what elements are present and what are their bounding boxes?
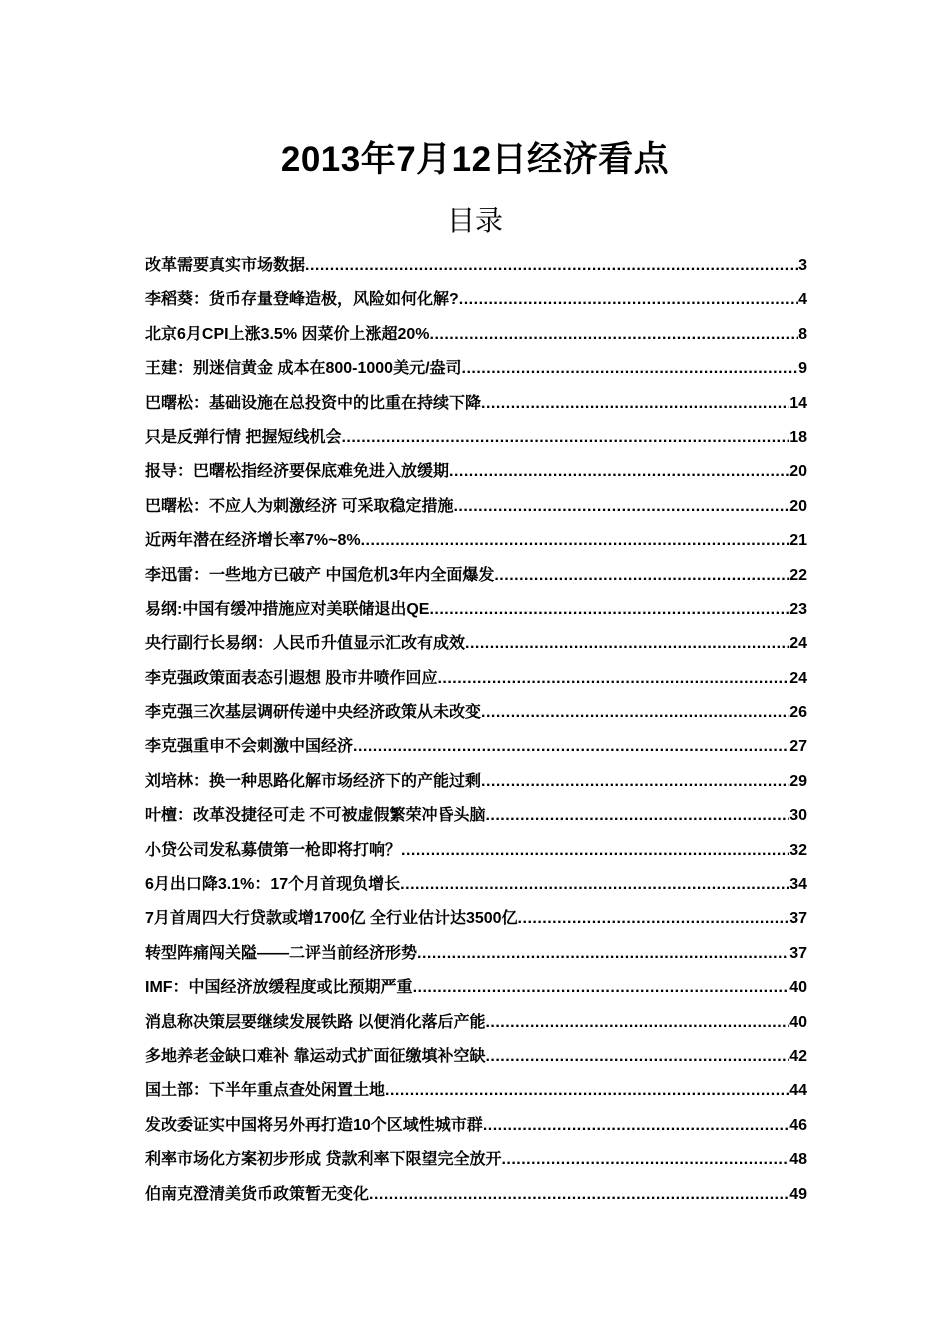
toc-entry[interactable] xyxy=(145,1040,807,1074)
toc-entry-page-number: 40 xyxy=(789,979,807,997)
toc-entry-page-number: 26 xyxy=(789,704,807,722)
toc-entry-title: IMF：中国经济放缓程度或比预期严重 xyxy=(145,979,413,997)
toc-entry[interactable] xyxy=(145,249,807,283)
toc-entry-page-number: 20 xyxy=(789,463,807,481)
toc-dot-leader xyxy=(430,318,799,352)
toc-entry[interactable] xyxy=(145,283,807,317)
toc-entry-title: 报导：巴曙松指经济要保底难免进入放缓期 xyxy=(145,463,450,481)
toc-entry[interactable] xyxy=(145,421,807,455)
toc-entry-title: 李克强三次基层调研传递中央经济政策从未改变 xyxy=(145,704,482,722)
toc-entry-page-number: 40 xyxy=(789,1013,807,1031)
toc-entry[interactable] xyxy=(145,834,807,868)
toc-entry-page-number: 8 xyxy=(798,325,807,343)
toc-heading: 目录 xyxy=(446,205,503,236)
toc-dot-leader xyxy=(459,283,798,317)
toc-dot-leader xyxy=(465,627,789,661)
toc-entry[interactable] xyxy=(145,1178,807,1212)
toc-dot-leader xyxy=(361,524,790,558)
toc-entry-title: 改革需要真实市场数据 xyxy=(145,257,306,274)
toc-dot-leader xyxy=(494,559,789,593)
toc-entry-title: 王建：别迷信黄金 成本在800-1000美元/盎司 xyxy=(145,360,462,378)
toc-entry[interactable] xyxy=(145,765,807,799)
toc-entry-title: 消息称决策层要继续发展铁路 以便消化落后产能 xyxy=(145,1013,486,1031)
toc-entry-title: 只是反弹行情 把握短线机会 xyxy=(145,428,342,446)
toc-entry[interactable] xyxy=(145,1109,807,1143)
toc-dot-leader xyxy=(353,730,789,764)
toc-entry-page-number: 24 xyxy=(789,669,807,687)
toc-dot-leader xyxy=(501,1143,789,1177)
toc-entry-page-number: 34 xyxy=(789,876,807,894)
toc-entry-title: 近两年潜在经济增长率7%~8% xyxy=(145,532,361,550)
toc-dot-leader xyxy=(483,1109,789,1143)
toc-entry[interactable] xyxy=(145,318,807,352)
toc-entry[interactable] xyxy=(145,524,807,558)
toc-entry[interactable] xyxy=(145,662,807,696)
toc-entry[interactable] xyxy=(145,730,807,764)
toc-entry-title: 易纲:中国有缓冲措施应对美联储退出QE xyxy=(145,600,430,618)
toc-dot-leader xyxy=(369,1178,789,1212)
toc-entry-title: 6月出口降3.1%：17个月首现负增长 xyxy=(145,876,401,894)
toc-dot-leader xyxy=(449,455,789,489)
toc-entry-page-number: 49 xyxy=(789,1185,807,1203)
toc-entry-title: 刘培林：换一种思路化解市场经济下的产能过剩 xyxy=(145,772,482,790)
toc-dot-leader xyxy=(518,902,790,936)
toc-dot-leader xyxy=(462,352,799,386)
toc-dot-leader xyxy=(481,765,789,799)
toc-entry-title: 央行副行长易纲：人民币升值显示汇改有成效 xyxy=(145,635,466,653)
toc-entry-title: 发改委证实中国将另外再打造10个区域性城市群 xyxy=(145,1116,483,1134)
toc-entry[interactable] xyxy=(145,387,807,421)
toc-dot-leader xyxy=(485,1006,789,1040)
toc-entry-page-number: 21 xyxy=(789,532,807,550)
toc-entry-title: 伯南克澄清美货币政策暂无变化 xyxy=(145,1185,370,1203)
toc-dot-leader xyxy=(481,387,789,421)
toc-entry-page-number: 42 xyxy=(789,1047,807,1065)
table-of-contents xyxy=(145,249,807,1212)
toc-entry[interactable] xyxy=(145,1143,807,1177)
toc-entry-title: 北京6月CPI上涨3.5% 因菜价上涨超20% xyxy=(145,325,430,343)
toc-entry[interactable] xyxy=(145,490,807,524)
toc-dot-leader xyxy=(305,249,798,283)
toc-entry-title: 多地养老金缺口难补 靠运动式扩面征缴填补空缺 xyxy=(145,1047,486,1065)
toc-entry-page-number: 14 xyxy=(789,394,807,412)
toc-entry-page-number: 4 xyxy=(798,291,807,309)
toc-entry-title: 巴曙松：基础设施在总投资中的比重在持续下降 xyxy=(145,394,482,412)
toc-entry-title: 李克强政策面表态引遐想 股市井喷作回应 xyxy=(145,669,438,687)
toc-entry-title: 李迅雷：一些地方已破产 中国危机3年内全面爆发 xyxy=(145,566,495,584)
toc-entry-page-number: 37 xyxy=(789,944,807,962)
toc-entry[interactable] xyxy=(145,593,807,627)
toc-entry-page-number: 37 xyxy=(789,910,807,928)
toc-entry-title: 7月首周四大行贷款或增1700亿 全行业估计达3500亿 xyxy=(145,910,518,928)
document-title: 2013年7月12日经济看点 xyxy=(280,140,670,179)
toc-entry-page-number: 18 xyxy=(789,428,807,446)
toc-entry-page-number: 22 xyxy=(789,566,807,584)
toc-entry[interactable] xyxy=(145,627,807,661)
toc-dot-leader xyxy=(485,1040,789,1074)
toc-entry-page-number: 23 xyxy=(789,600,807,618)
toc-entry[interactable] xyxy=(145,868,807,902)
toc-entry-page-number: 30 xyxy=(789,807,807,825)
toc-entry-title: 李稻葵：货币存量登峰造极，风险如何化解? xyxy=(145,291,459,309)
toc-entry-title: 李克强重申不会刺激中国经济 xyxy=(145,738,354,756)
toc-entry-page-number: 24 xyxy=(789,635,807,653)
toc-entry-title: 叶檀：改革没捷径可走 不可被虚假繁荣冲昏头脑 xyxy=(145,807,486,825)
toc-entry-title: 转型阵痛闯关隘——二评当前经济形势 xyxy=(145,944,418,962)
toc-entry[interactable] xyxy=(145,971,807,1005)
toc-dot-leader xyxy=(417,937,789,971)
toc-entry[interactable] xyxy=(145,902,807,936)
toc-dot-leader xyxy=(413,971,790,1005)
toc-entry-page-number: 27 xyxy=(789,738,807,756)
toc-entry-page-number: 20 xyxy=(789,497,807,515)
toc-entry[interactable] xyxy=(145,799,807,833)
toc-entry[interactable] xyxy=(145,455,807,489)
toc-entry-page-number: 32 xyxy=(789,841,807,859)
toc-entry[interactable] xyxy=(145,937,807,971)
toc-dot-leader xyxy=(341,421,789,455)
toc-entry-page-number: 44 xyxy=(789,1082,807,1100)
toc-entry-page-number: 9 xyxy=(798,360,807,378)
toc-entry-page-number: 46 xyxy=(789,1116,807,1134)
toc-entry-page-number: 29 xyxy=(789,772,807,790)
toc-dot-leader xyxy=(400,868,789,902)
toc-dot-leader xyxy=(429,593,789,627)
toc-entry-page-number: 48 xyxy=(789,1151,807,1169)
toc-entry[interactable] xyxy=(145,1006,807,1040)
toc-entry-title: 利率市场化方案初步形成 贷款利率下限望完全放开 xyxy=(145,1151,502,1169)
toc-entry-page-number: 3 xyxy=(798,257,807,274)
toc-entry-title: 巴曙松：不应人为刺激经济 可采取稳定措施 xyxy=(145,497,454,515)
toc-dot-leader xyxy=(453,490,789,524)
toc-dot-leader xyxy=(385,1074,789,1108)
toc-dot-leader xyxy=(437,662,789,696)
toc-entry[interactable] xyxy=(145,352,807,386)
toc-entry[interactable] xyxy=(145,696,807,730)
toc-dot-leader xyxy=(401,834,789,868)
toc-entry[interactable] xyxy=(145,1074,807,1108)
toc-dot-leader xyxy=(481,696,789,730)
toc-dot-leader xyxy=(485,799,789,833)
toc-entry[interactable] xyxy=(145,559,807,593)
toc-entry-title: 小贷公司发私募债第一枪即将打响？ xyxy=(145,841,402,859)
toc-entry-title: 国土部：下半年重点查处闲置土地 xyxy=(145,1082,386,1100)
